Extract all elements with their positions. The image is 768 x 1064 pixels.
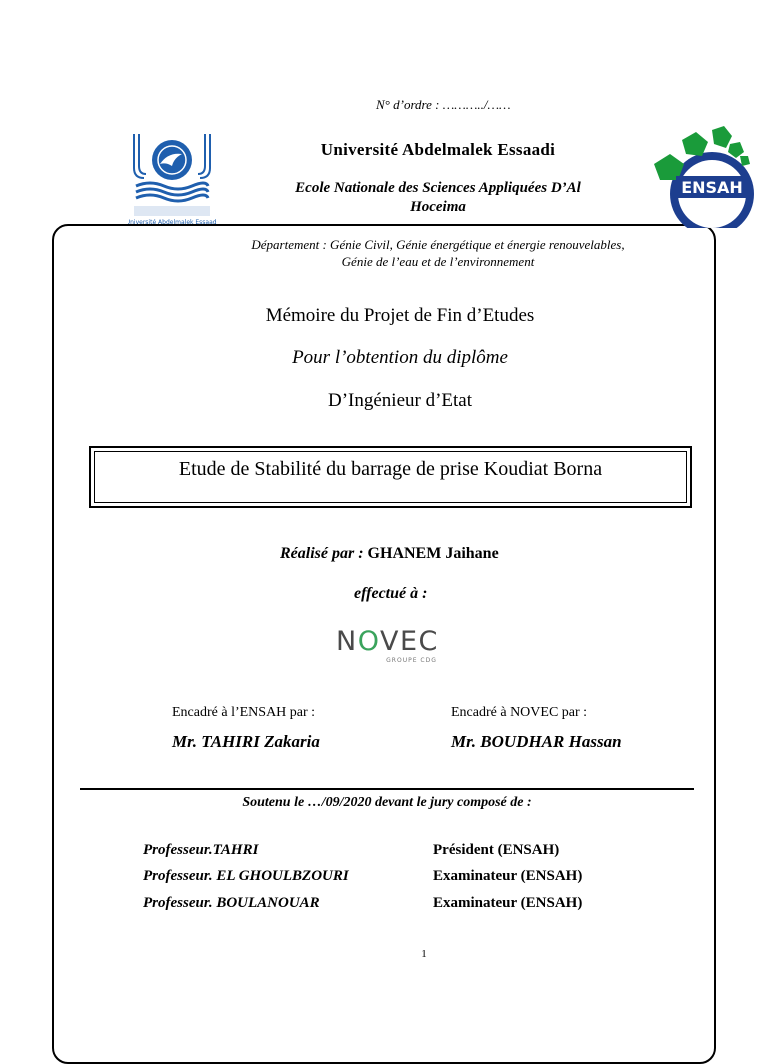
department-line1: Département : Génie Civil, Génie énergétique et énergie renouvelables, — [251, 237, 625, 252]
novec-logo-accent-letter: O — [357, 626, 380, 657]
ensah-logo-text: ENSAH — [681, 178, 743, 197]
department — [200, 236, 676, 270]
company-label: effectué à : — [354, 585, 428, 602]
ensah-supervisor-label: Encadré à l’ENSAH par : — [172, 705, 316, 720]
author-line — [280, 545, 499, 563]
university-name: Université Abdelmalek Essaadi — [320, 140, 556, 159]
novec-logo-subtext: GROUPE CDG — [386, 657, 437, 664]
jury-member-name: Professeur.TAHRI — [143, 842, 259, 858]
jury-intro: Soutenu le …/09/2020 devant le jury composé de : — [242, 795, 532, 810]
school-name — [252, 179, 624, 217]
degree-line: D’Ingénieur d’Etat — [327, 390, 473, 411]
department-line2: Génie de l’eau et de l’environnement — [341, 254, 535, 269]
jury-member-role: Président (ENSAH) — [433, 842, 560, 858]
novec-supervisor-label: Encadré à NOVEC par : — [451, 705, 588, 720]
university-emblem-icon — [128, 128, 216, 228]
author-label: Réalisé par : — [280, 545, 368, 562]
ensah-supervisor-name: Mr. TAHIRI Zakaria — [172, 732, 320, 751]
jury-member-role: Examinateur (ENSAH) — [433, 895, 583, 911]
novec-logo-text: NOVEC — [336, 626, 439, 657]
order-number: N° d’ordre : ………../…… — [376, 97, 511, 112]
university-logo — [128, 128, 216, 228]
author-name: GHANEM Jaihane — [367, 545, 499, 562]
novec-supervisor-name: Mr. BOUDHAR Hassan — [451, 732, 622, 751]
memoire-title: Mémoire du Projet de Fin d’Etudes — [265, 305, 535, 326]
purpose-line: Pour l’obtention du diplôme — [292, 347, 508, 368]
divider — [80, 788, 694, 790]
jury-member-name: Professeur. BOULANOUAR — [143, 895, 320, 911]
project-title-box — [89, 446, 692, 508]
ensah-logo — [648, 124, 768, 228]
jury-member-name: Professeur. EL GHOULBZOURI — [143, 868, 349, 884]
university-logo-caption: Université Abdelmalek Essaadi — [128, 219, 216, 226]
project-title: Etude de Stabilité du barrage de prise Koudiat Borna — [94, 451, 687, 503]
school-name-line2: Hoceima — [410, 199, 466, 215]
jury-member-role: Examinateur (ENSAH) — [433, 868, 583, 884]
novec-logo — [336, 628, 439, 664]
ensah-emblem-icon — [648, 124, 768, 228]
page-number: 1 — [421, 948, 427, 960]
school-name-line1: Ecole Nationale des Sciences Appliquées D’Al — [295, 180, 581, 196]
